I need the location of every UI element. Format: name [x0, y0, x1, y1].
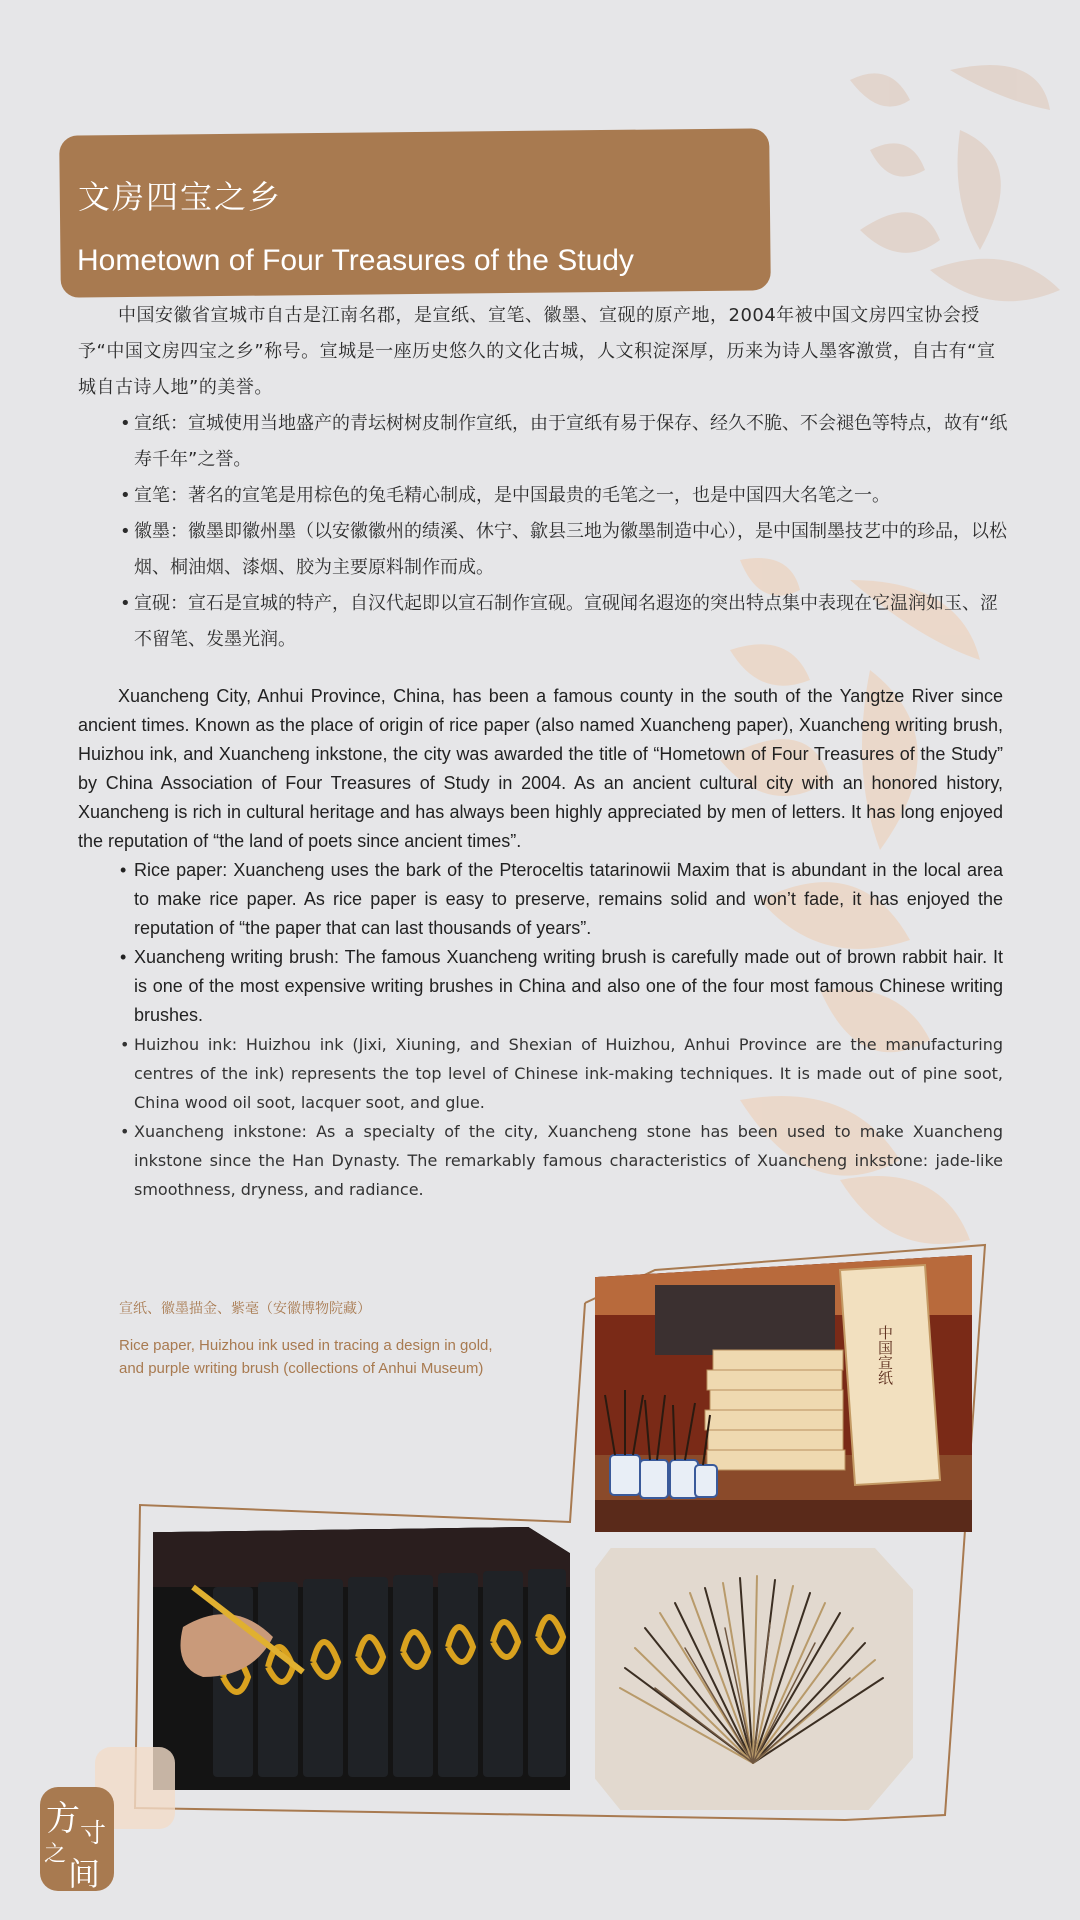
- background-calligraphy-top: [830, 40, 1070, 340]
- list-item: • Xuancheng inkstone: As a specialty of the city, Xuancheng stone has been used to make Xuancheng inkstone since the Han Dynasty. The remarkably famous characteristics of Xuancheng inkstone: jade-like smoothness, dryness, and radiance.: [78, 1117, 1003, 1204]
- english-text-section: [78, 682, 1003, 1204]
- huizhou-ink-gold-tracing-photo: [153, 1527, 570, 1790]
- intro-paragraph-en: Xuancheng City, Anhui Province, China, has been a famous county in the south of the Yangtze River since ancient times. Known as the place of origin of rice paper (also named Xuancheng paper), Xuancheng writing brush, Huizhou ink, and Xuancheng inkstone, the city was awarded the title of “Hometown of Four Treasures of the Study” by China Association of Four Treasures of Study in 2004. As an ancient cultural city with an honored history, Xuancheng is rich in cultural heritage and has always been highly appreciated by men of letters. It has long enjoyed the reputation of “the land of poets since ancient times”.: [78, 686, 1003, 851]
- page-title-zh: 文房四宝之乡: [78, 178, 283, 216]
- seal-char: 之: [44, 1842, 67, 1867]
- photo-caption-zh: 宣纸、徽墨描金、紫毫（安徽博物院藏）: [119, 1301, 371, 1317]
- treasure-list-en: [78, 856, 1003, 1204]
- seal-char: 间: [68, 1855, 101, 1893]
- page-title-en: Hometown of Four Treasures of the Study: [77, 244, 634, 277]
- rice-paper-shop-photo: [595, 1255, 972, 1532]
- seal-char: 寸: [80, 1819, 107, 1849]
- list-item: • 宣纸：宣城使用当地盛产的青坛树树皮制作宣纸，由于宣纸有易于保存、经久不脆、不会褪色等特点，故有“纸寿千年”之誉。: [78, 406, 1008, 478]
- list-item: • 宣笔：著名的宣笔是用棕色的兔毛精心制成，是中国最贵的毛笔之一，也是中国四大名笔之一。: [78, 478, 1008, 514]
- seal-char: 方: [46, 1799, 80, 1839]
- list-item: • Rice paper: Xuancheng uses the bark of the Pteroceltis tatarinowii Maxim that is abundant in the local area to make rice paper. As rice paper is easy to preserve, remains solid and won’t fade, it has enjoyed the reputation of “the paper that can last thousands of years”.: [78, 856, 1003, 943]
- list-item: • 宣砚：宣石是宣城的特产，自汉代起即以宣石制作宣砚。宣砚闻名遐迩的突出特点集中表现在它温润如玉、涩不留笔、发墨光润。: [78, 586, 1008, 658]
- treasure-list-zh: [78, 406, 1008, 658]
- list-item: • Xuancheng writing brush: The famous Xuancheng writing brush is carefully made out of brown rabbit hair. It is one of the most expensive writing brushes in China and also one of the four most famous Chinese writing brushes.: [78, 943, 1003, 1030]
- brand-seal-logo: [40, 1787, 114, 1891]
- list-item: • 徽墨：徽墨即徽州墨（以安徽徽州的绩溪、休宁、歙县三地为徽墨制造中心），是中国制墨技艺中的珍品，以松烟、桐油烟、漆烟、胶为主要原料制作而成。: [78, 514, 1008, 586]
- shop-package-label: 中国宣纸: [876, 1325, 894, 1385]
- chinese-text-section: [78, 298, 1008, 658]
- photo-caption-en: Rice paper, Huizhou ink used in tracing a design in gold, and purple writing brush (collections of Anhui Museum): [119, 1337, 493, 1377]
- intro-paragraph-zh: 中国安徽省宣城市自古是江南名郡，是宣纸、宣笔、徽墨、宣砚的原产地，2004年被中国文房四宝协会授予“中国文房四宝之乡”称号。宣城是一座历史悠久的文化古城，人文积淀深厚，历来为诗人墨客激赏，自古有“宣城自古诗人地”的美誉。: [78, 305, 996, 398]
- list-item: • Huizhou ink: Huizhou ink (Jixi, Xiuning, and Shexian of Huizhou, Anhui Province are the manufacturing centres of the ink) represents the top level of Chinese ink-making techniques. It is made out of pine soot, China wood oil soot, lacquer soot, and glue.: [78, 1030, 1003, 1117]
- purple-writing-brush-photo: [595, 1548, 913, 1810]
